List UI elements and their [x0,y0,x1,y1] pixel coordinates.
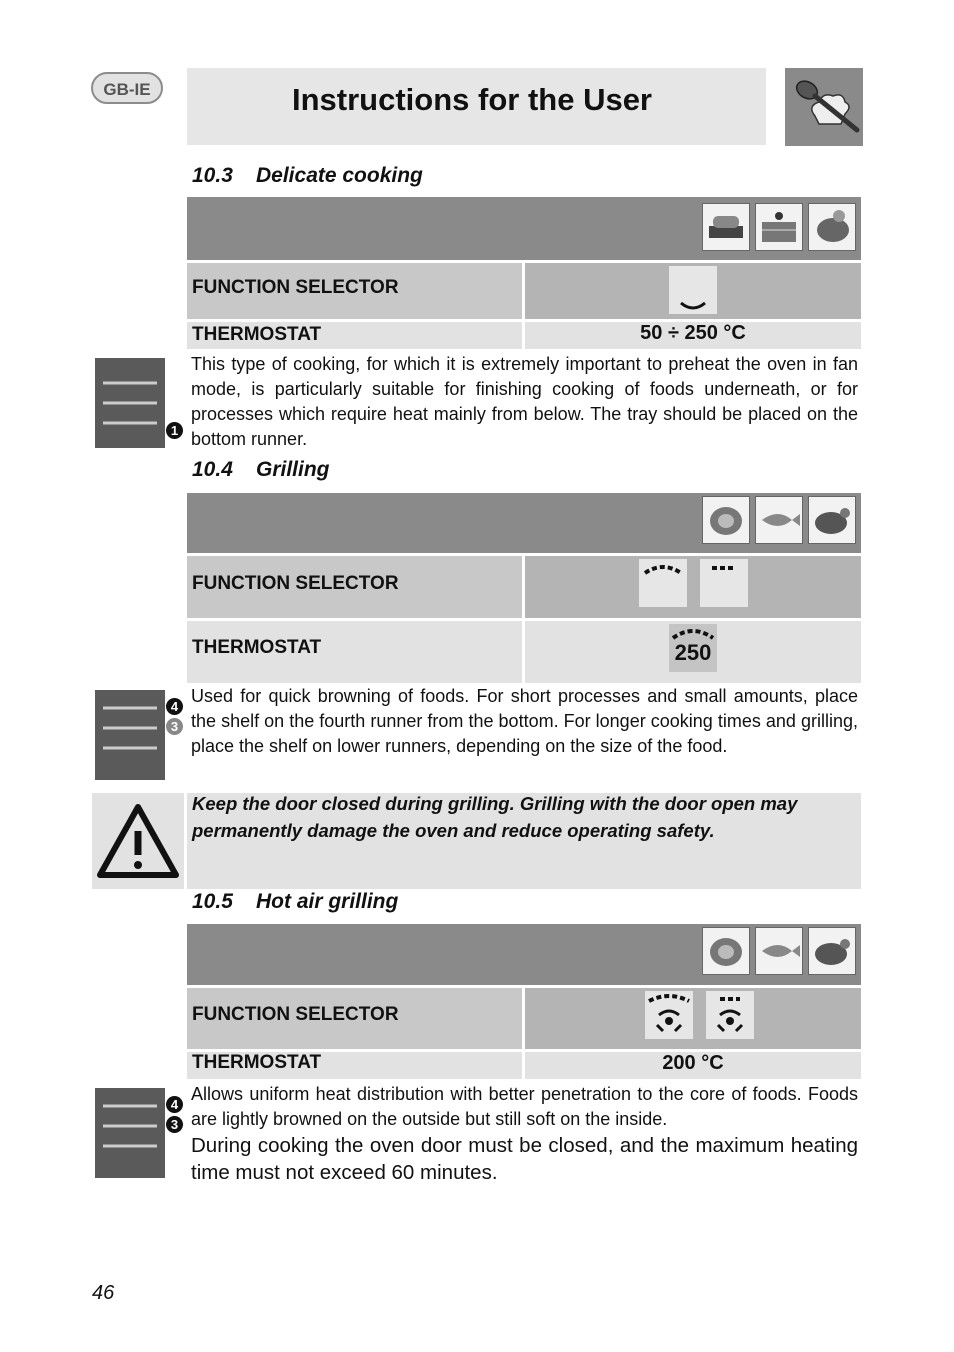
header-bar [187,68,766,145]
roast-icon [702,496,750,544]
full-grill-icon [639,559,687,607]
fan-half-grill-icon [706,991,754,1039]
page-title: Instructions for the User [292,82,652,117]
warning-text: Keep the door closed during grilling. Grilling with the door open may permanently damage the oven and reduce operating safety. [192,793,798,841]
function-selector-value-cell [525,556,861,618]
function-selector-label: FUNCTION SELECTOR [192,1004,399,1025]
thermostat-label-cell [187,1052,522,1079]
thermostat-label-cell [187,621,522,683]
runner-number-badge: 3 [166,718,183,735]
thermostat-label: THERMOSTAT [192,637,322,658]
section-heading-10-3 [192,164,423,188]
function-selector-label-cell [187,988,522,1049]
function-selector-label: FUNCTION SELECTOR [192,277,399,298]
thermostat-value-cell [525,1052,861,1079]
section-description: This type of cooking, for which it is extremely important to preheat the oven in fan mode, is particularly suitable for finishing cooking of foods underneath, or for processes which require heat mainly from below. The tray should be placed on the bottom runner. [191,354,858,449]
chicken-icon [808,496,856,544]
section-title: Grilling [256,458,330,481]
section-title: Delicate cooking [256,164,423,187]
thermostat-value: 200 °C [662,1052,724,1074]
thermostat-label: THERMOSTAT [192,1052,322,1073]
runner-number-badge: 3 [166,1116,183,1133]
function-selector-value-cell [525,988,861,1049]
section-number: 10.4 [192,458,233,481]
thermostat-value: 250 [674,640,712,665]
thermostat-label-cell [187,322,522,349]
section-description: Allows uniform heat distribution with better penetration to the core of foods. Foods are lightly browned on the outside but still soft on the inside. [191,1084,858,1129]
page-number: 46 [92,1282,115,1304]
roast-icon [702,927,750,975]
section-title: Hot air grilling [256,890,399,913]
section-number: 10.3 [192,164,233,187]
bread-icon [702,203,750,251]
function-selector-label-cell [187,556,522,618]
thermostat-value: 50 ÷ 250 °C [640,322,746,344]
runner-number-badge: 4 [166,1096,183,1113]
oven-rack-icon [95,1088,165,1178]
meat-vegetables-icon [808,203,856,251]
section-description: Used for quick browning of foods. For short processes and small amounts, place the shelf on the fourth runner from the bottom. For longer cooking times and grilling, place the shelf on lower runners, depending on the size of the food. [191,686,858,756]
food-banner [187,493,861,553]
function-selector-label-cell [187,263,522,319]
oven-rack-icon [95,358,165,448]
function-selector-label: FUNCTION SELECTOR [192,573,399,594]
thermostat-value-cell [525,322,861,349]
warning-triangle-icon [92,793,184,889]
thermostat-label: THERMOSTAT [192,324,322,345]
divider [184,793,187,889]
grill-250-icon [669,624,717,672]
section-heading-10-4 [192,458,330,482]
half-grill-icon [700,559,748,607]
function-selector-value-cell [525,263,861,319]
fish-icon [755,927,803,975]
section-number: 10.5 [192,890,233,913]
runner-number-badge: 4 [166,698,183,715]
oven-rack-icon [95,690,165,780]
food-banner [187,924,861,985]
chicken-icon [808,927,856,975]
language-badge: GB-IE [91,72,163,104]
spoon-chef-hat-icon [785,68,863,146]
fan-full-grill-icon [645,991,693,1039]
thermostat-value-cell [525,621,861,683]
runner-number-badge: 1 [166,422,183,439]
bottom-heat-icon [669,266,717,314]
section-description-2: During cooking the oven door must be closed, and the maximum heating time must not exceed 60 minutes. [191,1134,858,1184]
cake-icon [755,203,803,251]
section-heading-10-5 [192,890,398,914]
food-banner [187,197,861,260]
fish-icon [755,496,803,544]
